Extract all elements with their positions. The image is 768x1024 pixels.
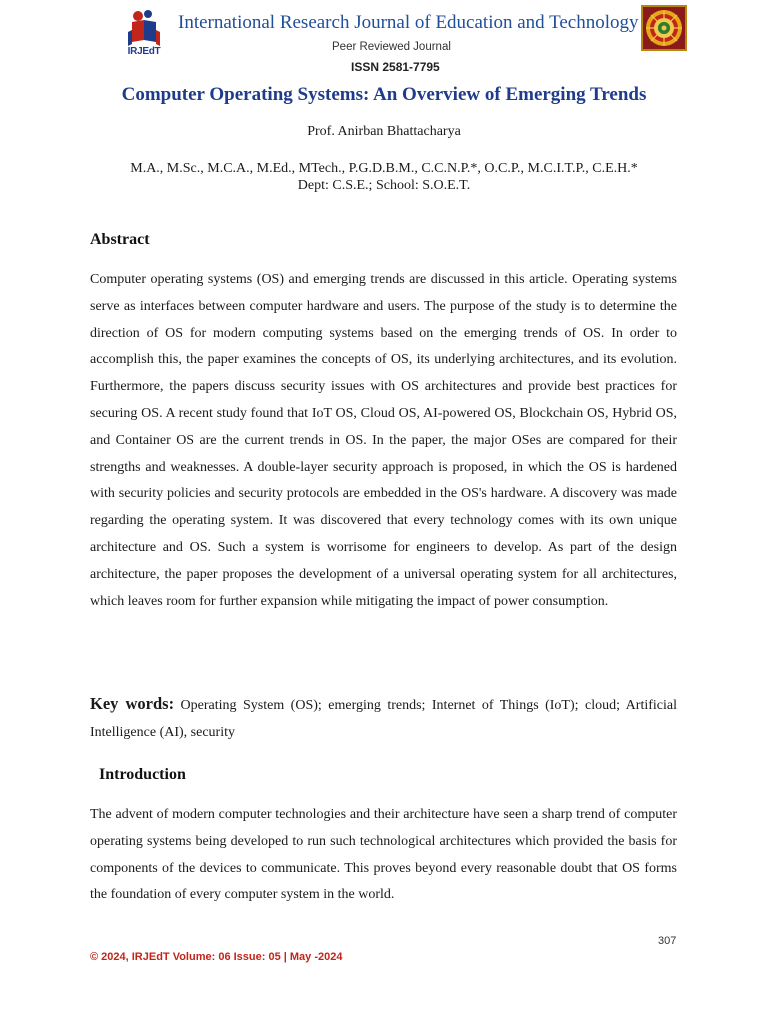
author-name: Prof. Anirban Bhattacharya — [307, 124, 461, 139]
keywords-block — [90, 690, 677, 746]
peer-reviewed-label: Peer Reviewed Journal — [332, 41, 451, 53]
keywords-text: Operating System (OS); emerging trends; Internet of Things (IoT); cloud; Artificial Intelligence (AI), security — [90, 698, 677, 740]
abstract-text: Computer operating systems (OS) and emerging trends are discussed in this article. Operating systems serve as interfaces between computer hardware and users. The purpose of the study is to determine the direction of OS for modern computing systems based on the emerging trends of OS. In order to accomplish this, the paper examines the concepts of OS, its underlying architectures, and its evolution. Furthermore, the papers discuss security issues with OS architectures and provide best practices for securing OS. A recent study found that IoT OS, Cloud OS, AI-powered OS, Blockchain OS, Hybrid OS, and Container OS are the current trends in OS. In the paper, the major OSes are compared for their strengths and weaknesses. A double-layer security approach is proposed, in which the OS is hardened with security policies and security protocols are embedded in the OS's hardware. A discovery was made regarding the operating system. It was discovered that every technology comes with its own unique architecture and OS. Such a system is worrisome for engineers to develop. As part of the design architecture, the paper proposes the development of a universal operating system for all architectures, which leaves room for further expansion while mitigating the impact of power consumption. — [90, 272, 677, 609]
journal-name: International Research Journal of Education and Technology — [178, 12, 639, 33]
author-department: Dept: C.S.E.; School: S.O.E.T. — [297, 178, 471, 193]
mandala-seal-icon — [641, 5, 687, 51]
journal-logo-text: IRJEdT — [127, 46, 161, 57]
author-qualifications: M.A., M.Sc., M.C.A., M.Ed., MTech., P.G.D.B.M., C.C.N.P.*, O.C.P., M.C.I.T.P., C.E.H.* — [130, 161, 638, 176]
journal-header — [0, 0, 768, 80]
paper-title: Computer Operating Systems: An Overview of Emerging Trends — [121, 84, 647, 105]
introduction-heading: Introduction — [99, 766, 186, 783]
author-affiliation — [0, 160, 768, 194]
abstract-heading: Abstract — [90, 231, 150, 248]
footer-citation: © 2024, IRJEdT Volume: 06 Issue: 05 | May -2024 — [90, 951, 343, 963]
issn-label: ISSN 2581-7795 — [351, 60, 440, 74]
journal-logo — [124, 8, 164, 60]
page-number: 307 — [658, 935, 677, 947]
introduction-text: The advent of modern computer technologies and their architecture have seen a sharp trend of computer operating systems being developed to run such technological architectures which provided the basis for components of the devices to communicate. This proves beyond every reasonable doubt that OS forms the foundation of every computer system in the world. — [90, 807, 677, 903]
reader-book-icon — [124, 8, 164, 48]
keywords-label: Key words: — [90, 694, 175, 713]
